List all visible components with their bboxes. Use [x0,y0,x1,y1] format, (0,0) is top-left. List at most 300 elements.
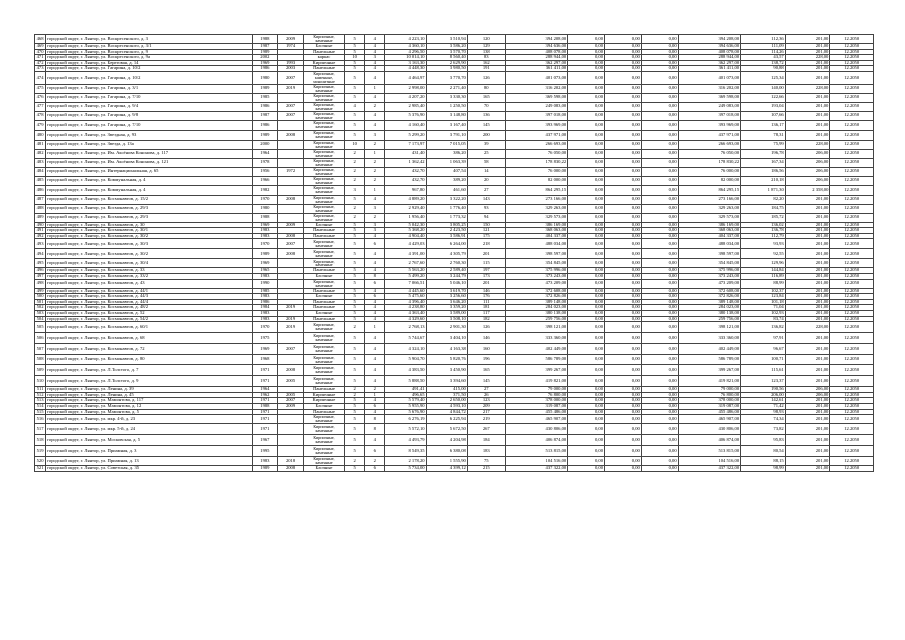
cell-living-area: 6 264,00 [426,239,467,249]
cell-cost-regional: 0,00 [605,167,642,176]
cell-entrances: 2 [365,140,385,149]
cell-cost-owners: 266 693,00 [678,140,740,149]
cell-total-area: 4 324,10 [385,344,426,355]
cell-cost-local: 0,00 [641,387,678,393]
cell-row-number: 512 [35,392,46,398]
cell-year-built: 1956 [252,167,278,176]
cell-wall-material: Панельные [303,66,344,72]
cell-cost-regional: 0,00 [605,84,642,93]
cell-total-cost: 178 830,22 [505,158,567,167]
cell-year-built: 1988 [252,213,278,222]
cell-cost-owners: 393 969,00 [678,120,740,130]
table-row [35,35,874,44]
cell-total-area: 4 383,50 [385,365,426,376]
cell-total-cost: 259 756,00 [505,316,567,322]
cell-cost-fund-reform: 0,00 [568,185,605,195]
cell-cost-local: 0,00 [641,404,678,410]
cell-max-unit-cost: 201,00 [785,195,830,204]
cell-living-area: 2 901,30 [426,322,467,333]
cell-cost-owners: 864 295,15 [678,185,740,195]
cell-total-cost: 419 821,00 [505,376,567,387]
cell-cost-regional: 0,00 [605,305,642,311]
table-row [35,111,874,120]
cell-cost-owners: 319 087,00 [678,404,740,410]
cell-cost-owners: 402 449,00 [678,344,740,355]
cell-year-built: 1971 [252,398,278,404]
table-row [35,466,874,472]
cell-wall-material: Кирпичные [303,392,344,398]
cell-unit-cost: 74,34 [741,415,786,424]
cell-unit-cost: 114,26 [741,49,786,55]
cell-floors: 5 [345,228,365,234]
cell-year-overhaul: 1972 [278,167,304,176]
cell-total-cost: 273 166,00 [505,195,567,204]
cell-cost-regional: 0,00 [605,213,642,222]
cell-cost-fund-reform: 0,00 [568,299,605,305]
cell-floors: 5 [345,344,365,355]
cell-entrances: 4 [365,305,385,311]
cell-residents: 209 [467,404,505,410]
cell-max-unit-cost: 201,00 [785,222,830,228]
cell-cost-local: 0,00 [641,130,678,140]
cell-floors: 5 [345,415,365,424]
cell-row-number: 469 [35,44,46,50]
cell-address: городской округ, г. Лянтор, ул. Воскресенского, д. 9 [46,49,252,55]
cell-cost-fund-reform: 0,00 [568,71,605,84]
cell-floors: 2 [345,167,365,176]
cell-year-overhaul: 1993 [278,60,304,66]
cell-unit-cost: 107,66 [741,111,786,120]
cell-unit-cost: 116,89 [741,274,786,280]
cell-max-unit-cost: 201,00 [785,316,830,322]
cell-living-area: 3 770,70 [426,71,467,84]
cell-cost-fund-reform: 0,00 [568,195,605,204]
cell-cost-owners: 437 971,00 [678,130,740,140]
cell-unit-cost: 73,82 [741,424,786,435]
cell-cost-fund-reform: 0,00 [568,204,605,213]
cell-max-unit-cost: 201,00 [785,130,830,140]
cell-floors: 5 [345,268,365,274]
cell-unit-cost: 98,93 [741,409,786,415]
cell-living-area: 3 508,10 [426,316,467,322]
cell-cost-local: 0,00 [641,376,678,387]
cell-floors: 5 [345,120,365,130]
cell-row-number: 508 [35,355,46,365]
cell-total-area: 5 499,20 [385,274,426,280]
cell-residents: 138 [467,49,505,55]
cell-floors: 5 [345,66,365,72]
cell-cost-owners: 354 845,00 [678,259,740,268]
cell-floors: 2 [345,149,365,158]
cell-living-area: 5 672,50 [426,424,467,435]
cell-living-area: 5 820,76 [426,355,467,365]
cell-living-area: 1 773,32 [426,213,467,222]
cell-cost-fund-reform: 0,00 [568,466,605,472]
cell-address: городской округ, г. Лянтор, ул. мкр. 4-й, д. 23 [46,415,252,424]
cell-entrances: 6 [365,446,385,457]
cell-cost-regional: 0,00 [605,55,642,61]
cell-total-area: 4 160,40 [385,120,426,130]
cell-residents: 58 [467,158,505,167]
cell-entrances: 2 [365,176,385,185]
cell-cost-local: 0,00 [641,365,678,376]
cell-cost-owners: 380 138,00 [678,311,740,317]
cell-cost-fund-reform: 0,00 [568,387,605,393]
cell-row-number: 470 [35,49,46,55]
cell-cost-regional: 0,00 [605,204,642,213]
cell-cost-regional: 0,00 [605,228,642,234]
cell-row-number: 516 [35,415,46,424]
cell-total-cost: 375 996,00 [505,268,567,274]
cell-total-cost: 79 000,00 [505,387,567,393]
cell-year-overhaul: 2003 [278,66,304,72]
cell-cost-fund-reform: 0,00 [568,167,605,176]
cell-living-area: 415,00 [426,387,467,393]
cell-cost-owners: 398 121,00 [678,322,740,333]
cell-cost-fund-reform: 0,00 [568,35,605,44]
cell-living-area: 3 586,20 [426,44,467,50]
cell-floors: 5 [345,398,365,404]
cell-year-built: 1971 [252,424,278,435]
cell-row-number: 472 [35,60,46,66]
cell-row-number: 474 [35,71,46,84]
cell-total-cost: 397 018,00 [505,111,567,120]
cell-entrances: 4 [365,233,385,239]
cell-cost-local: 0,00 [641,333,678,344]
cell-planned-completion: 12.2050 [830,149,874,158]
cell-total-cost: 249 083,00 [505,102,567,111]
cell-row-number: 519 [35,446,46,457]
cell-planned-completion: 12.2050 [830,120,874,130]
cell-residents: 93 [467,204,505,213]
cell-cost-local: 0,00 [641,49,678,55]
cell-total-cost: 76 050,00 [505,149,567,158]
cell-year-overhaul [278,204,304,213]
cell-max-unit-cost: 201,00 [785,233,830,239]
cell-residents: 165 [467,365,505,376]
cell-year-overhaul: 2009 [278,222,304,228]
cell-unit-cost: 82,20 [741,195,786,204]
table-row [35,355,874,365]
cell-cost-regional: 0,00 [605,44,642,50]
cell-total-cost: 394 208,00 [505,35,567,44]
cell-year-overhaul: 2008 [278,249,304,259]
cell-unit-cost: 88,99 [741,279,786,288]
cell-cost-fund-reform: 0,00 [568,268,605,274]
cell-total-area: 4 429,03 [385,239,426,249]
cell-total-cost: 76 000,00 [505,167,567,176]
cell-wall-material: Блочные [303,222,344,228]
cell-wall-material: Кирпичные, каменные [303,35,344,44]
cell-cost-fund-reform: 0,00 [568,60,605,66]
cell-cost-owners: 404 337,00 [678,233,740,239]
cell-planned-completion: 12.2050 [830,409,874,415]
cell-wall-material: Кирпичные, каменные [303,424,344,435]
cell-total-cost: 398 597,00 [505,249,567,259]
cell-floors: 2 [345,322,365,333]
cell-cost-local: 0,00 [641,322,678,333]
cell-residents: 117 [467,311,505,317]
cell-residents: 219 [467,415,505,424]
cell-living-area: 3 589,00 [426,311,467,317]
cell-cost-regional: 0,00 [605,60,642,66]
cell-total-cost: 378 000,00 [505,398,567,404]
cell-cost-owners: 368 063,00 [678,228,740,234]
table-row [35,249,874,259]
table-row [35,279,874,288]
cell-residents: 20 [467,176,505,185]
cell-cost-regional: 0,00 [605,149,642,158]
cell-row-number: 473 [35,66,46,72]
cell-residents: 126 [467,322,505,333]
cell-floors: 3 [345,185,365,195]
cell-cost-local: 0,00 [641,249,678,259]
cell-cost-regional: 0,00 [605,392,642,398]
cell-max-unit-cost: 201,00 [785,111,830,120]
cell-address: городской округ, г. Лянтор, ул. Коммунальная, д. 4 [46,185,252,195]
cell-year-overhaul: 2005 [278,376,304,387]
cell-total-area: 4 223,10 [385,35,426,44]
cell-total-cost: 333 360,00 [505,333,567,344]
cell-wall-material: Кирпичные, каменные [303,322,344,333]
cell-address: городской округ, г. Лянтор, ул. Гагарина, д. 9/4 [46,102,252,111]
cell-cost-local: 0,00 [641,435,678,446]
cell-total-cost: 284 023,00 [505,305,567,311]
cell-cost-fund-reform: 0,00 [568,102,605,111]
cell-max-unit-cost: 201,00 [785,204,830,213]
cell-entrances: 4 [365,111,385,120]
cell-cost-fund-reform: 0,00 [568,316,605,322]
cell-max-unit-cost: 201,00 [785,93,830,102]
cell-entrances: 4 [365,195,385,204]
cell-unit-cost: 43,57 [741,55,786,61]
cell-address: городской округ, г. Лянтор, ул. Космонавтов, д. 44/1 [46,288,252,294]
cell-residents: 215 [467,466,505,472]
cell-address: городской округ, г. Лянтор, ул. Гагарина, д. 10/2 [46,71,252,84]
cell-residents: 126 [467,71,505,84]
cell-cost-fund-reform: 0,00 [568,409,605,415]
cell-total-area: 4 363,40 [385,311,426,317]
cell-cost-regional: 0,00 [605,404,642,410]
cell-year-overhaul: 2019 [278,305,304,311]
cell-max-unit-cost: 201,00 [785,466,830,472]
cell-address: городской округ, г. Лянтор, ул. Космонавтов, д. 44/4 [46,299,252,305]
cell-unit-cost: 123,37 [741,376,786,387]
cell-total-cost: 437 322,00 [505,466,567,472]
cell-row-number: 515 [35,409,46,415]
table-row [35,333,874,344]
cell-planned-completion: 12.2050 [830,279,874,288]
cell-unit-cost: 75,99 [741,140,786,149]
cell-total-area: 5 368,20 [385,228,426,234]
cell-year-overhaul [278,279,304,288]
cell-planned-completion: 12.2050 [830,466,874,472]
cell-unit-cost: 102,93 [741,311,786,317]
cell-row-number: 520 [35,457,46,466]
cell-living-area: 3 256,60 [426,294,467,300]
cell-total-cost: 398 121,00 [505,322,567,333]
cell-living-area: 2 423,50 [426,228,467,234]
cell-cost-regional: 0,00 [605,435,642,446]
cell-year-overhaul [278,120,304,130]
cell-max-unit-cost: 201,00 [785,365,830,376]
cell-year-overhaul: 2008 [278,130,304,140]
cell-planned-completion: 12.2050 [830,435,874,446]
cell-residents: 183 [467,446,505,457]
cell-address: городской округ, г. Лянтор, ул. мкр. 5-й, д. 24 [46,424,252,435]
cell-year-built: 1983 [252,228,278,234]
cell-cost-fund-reform: 0,00 [568,259,605,268]
housing-register-table [34,34,874,472]
cell-total-cost: 488 034,00 [505,239,567,249]
cell-cost-local: 0,00 [641,288,678,294]
cell-floors: 2 [345,457,365,466]
cell-planned-completion: 12.2050 [830,305,874,311]
cell-year-overhaul [278,435,304,446]
cell-year-overhaul: 2007 [278,102,304,111]
cell-row-number: 506 [35,333,46,344]
cell-planned-completion: 12.2050 [830,355,874,365]
cell-planned-completion: 12.2050 [830,333,874,344]
cell-total-area: 496,65 [385,392,426,398]
cell-max-unit-cost: 201,00 [785,35,830,44]
cell-floors: 5 [345,404,365,410]
cell-total-area: 4 889,20 [385,195,426,204]
cell-living-area: 3 510,94 [426,35,467,44]
cell-unit-cost: 196,78 [741,149,786,158]
cell-wall-material: Панельные [303,288,344,294]
cell-living-area: 371,50 [426,392,467,398]
cell-entrances: 8 [365,424,385,435]
cell-residents: 70 [467,102,505,111]
cell-planned-completion: 12.2050 [830,274,874,280]
cell-planned-completion: 12.2050 [830,387,874,393]
cell-planned-completion: 12.2050 [830,316,874,322]
cell-unit-cost: 184,75 [741,204,786,213]
cell-floors: 10 [345,55,365,61]
cell-year-built: 1983 [252,233,278,239]
cell-year-built: 1988 [252,35,278,44]
cell-cost-local: 0,00 [641,424,678,435]
cell-address: городской округ, г. Лянтор, ул. Звездная, д. 93 [46,130,252,140]
cell-planned-completion: 12.2050 [830,294,874,300]
cell-planned-completion: 12.2050 [830,84,874,93]
cell-cost-local: 0,00 [641,66,678,72]
cell-total-area: 967,80 [385,185,426,195]
cell-unit-cost: 1 871,30 [741,185,786,195]
cell-cost-fund-reform: 0,00 [568,398,605,404]
cell-address: городской округ, г. Лянтор, ул. Космонавтов, д. 68 [46,333,252,344]
cell-cost-regional: 0,00 [605,233,642,239]
cell-row-number: 490 [35,222,46,228]
cell-living-area: 4 163,38 [426,344,467,355]
cell-cost-fund-reform: 0,00 [568,274,605,280]
cell-total-area: 4 391,00 [385,249,426,259]
cell-total-area: 4 360,10 [385,44,426,50]
cell-row-number: 499 [35,288,46,294]
cell-planned-completion: 12.2050 [830,392,874,398]
cell-cost-local: 0,00 [641,120,678,130]
table-row [35,415,874,424]
cell-cost-local: 0,00 [641,294,678,300]
cell-total-cost: 361 411,00 [505,66,567,72]
cell-cost-local: 0,00 [641,149,678,158]
cell-cost-regional: 0,00 [605,120,642,130]
cell-address: городской округ, г. Лянтор, ул. Мамонтова, д. 117 [46,398,252,404]
cell-address: городской округ, г. Лянтор, ул. Воскресенского, д. 3 [46,35,252,44]
cell-planned-completion: 12.2050 [830,344,874,355]
cell-entrances: 6 [365,466,385,472]
cell-entrances: 1 [365,149,385,158]
cell-total-area: 5 579,40 [385,398,426,404]
cell-address: городской округ, г. Лянтор, ул. Им. Аксёнова Кононова, д. 117 [46,149,252,158]
cell-residents: 182 [467,316,505,322]
cell-unit-cost: 144,84 [741,268,786,274]
cell-max-unit-cost: 201,00 [785,355,830,365]
cell-planned-completion: 12.2050 [830,365,874,376]
cell-cost-regional: 0,00 [605,35,642,44]
cell-cost-owners: 361 411,00 [678,66,740,72]
cell-max-unit-cost: 206,00 [785,167,830,176]
cell-address: городской округ, г. Лянтор, ул. Космонавтов, д. 33 [46,268,252,274]
cell-address: городской округ, г. Лянтор, ул. Интернациональная, д. 65 [46,167,252,176]
cell-unit-cost: 71,42 [741,404,786,410]
cell-row-number: 477 [35,102,46,111]
cell-residents: 111 [467,299,505,305]
cell-entrances: 3 [365,228,385,234]
cell-living-area: 3 450,90 [426,365,467,376]
cell-cost-owners: 249 083,00 [678,102,740,111]
cell-cost-regional: 0,00 [605,195,642,204]
cell-cost-fund-reform: 0,00 [568,130,605,140]
cell-cost-fund-reform: 0,00 [568,222,605,228]
cell-planned-completion: 12.2050 [830,228,874,234]
cell-cost-owners: 329 573,00 [678,213,740,222]
cell-entrances: 3 [365,204,385,213]
cell-entrances: 2 [365,158,385,167]
cell-address: городской округ, г. Лянтор, ул. Береговая, д. 14 [46,60,252,66]
cell-total-area: 5 676,90 [385,409,426,415]
cell-living-area: 4 204,98 [426,435,467,446]
cell-wall-material: Кирпичные, каменные [303,259,344,268]
cell-entrances: 8 [365,415,385,424]
cell-row-number: 505 [35,322,46,333]
cell-cost-fund-reform: 0,00 [568,446,605,457]
cell-row-number: 498 [35,279,46,288]
cell-year-built: 1983 [252,457,278,466]
cell-wall-material: Панельные [303,409,344,415]
table-row [35,435,874,446]
cell-living-area: 7 015,05 [426,140,467,149]
cell-cost-regional: 0,00 [605,249,642,259]
cell-wall-material: Кирпичные, каменные [303,279,344,288]
cell-cost-regional: 0,00 [605,49,642,55]
cell-wall-material: Кирпичные, каменные [303,185,344,195]
cell-total-cost: 586 789,00 [505,355,567,365]
cell-entrances: 6 [365,279,385,288]
cell-total-area: 491,41 [385,387,426,393]
table-row [35,149,874,158]
cell-cost-owners: 375 996,00 [678,268,740,274]
cell-max-unit-cost: 201,00 [785,239,830,249]
cell-living-area: 3 646,20 [426,299,467,305]
table-row [35,239,874,249]
cell-max-unit-cost: 201,00 [785,311,830,317]
cell-total-area: 2 985,40 [385,102,426,111]
cell-living-area: 461,60 [426,185,467,195]
cell-floors: 5 [345,279,365,288]
cell-wall-material: Кирпичные, каменные [303,93,344,102]
